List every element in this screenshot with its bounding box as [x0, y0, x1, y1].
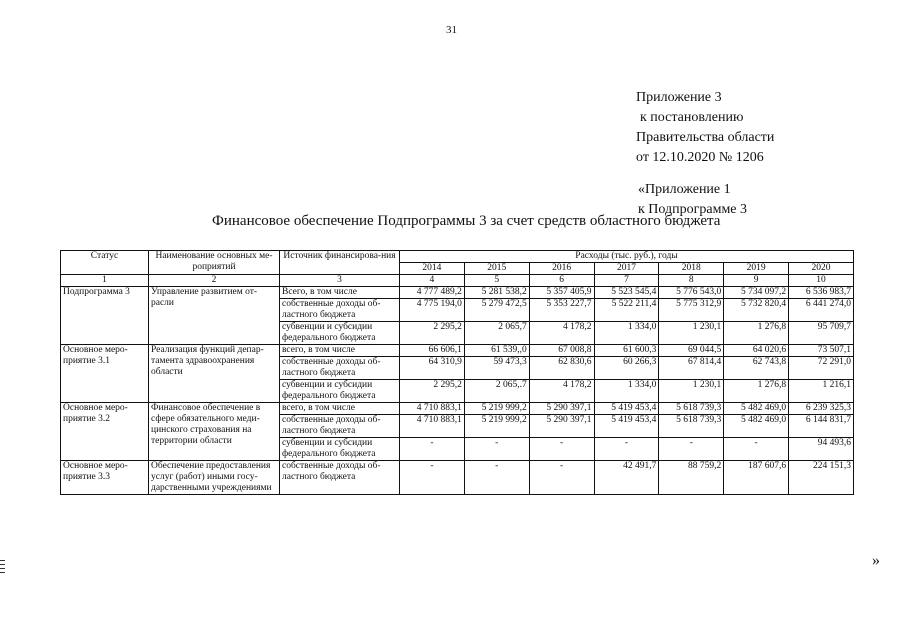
row-value: 94 493,6 [789, 438, 854, 461]
row-value: 6 441 274,0 [789, 299, 854, 322]
header-year: 2014 [400, 263, 465, 275]
row-value: 5 775 312,9 [659, 299, 724, 322]
row-source: всего, в том числе [280, 403, 400, 415]
appendix-inner-line: к Подпрограмме 3 [638, 202, 748, 217]
row-value: 5 523 545,4 [594, 287, 659, 299]
row-value: 1 230,1 [659, 380, 724, 403]
header-year: 2017 [594, 263, 659, 275]
appendix-header [636, 88, 774, 168]
row-value: 1 230,1 [659, 322, 724, 345]
header-status: Статус [61, 251, 149, 275]
table-row [61, 461, 854, 495]
row-status: Основное меро-приятие 3.3 [61, 461, 149, 495]
column-number: 2 [149, 275, 280, 287]
row-value: 5 419 453,4 [594, 415, 659, 438]
row-value: 5 618 739,3 [659, 415, 724, 438]
document-title: Финансовое обеспечение Подпрограммы 3 за счет средств областного бюджета [212, 213, 721, 229]
margin-marks [0, 560, 6, 576]
row-value: 5 522 211,4 [594, 299, 659, 322]
row-source: собственные доходы об-ластного бюджета [280, 415, 400, 438]
appendix-line: Приложение 3 [636, 90, 722, 105]
row-value: 1 334,0 [594, 322, 659, 345]
row-value: 62 830,6 [529, 357, 594, 380]
row-value: 2 065,7 [464, 322, 529, 345]
row-source: субвенции и субсидии федерального бюджета [280, 322, 400, 345]
row-activity-name: Финансовое обеспечение в сфере обязательного меди-цинского страхования на территории области [149, 403, 280, 461]
row-value: 64 020,6 [724, 345, 789, 357]
column-number: 7 [594, 275, 659, 287]
column-number: 3 [280, 275, 400, 287]
row-value: 1 276,8 [724, 380, 789, 403]
row-source: собственные доходы об-ластного бюджета [280, 461, 400, 495]
row-value: 6 239 325,3 [789, 403, 854, 415]
table-row [61, 287, 854, 299]
row-value: 72 291,0 [789, 357, 854, 380]
header-year: 2019 [724, 263, 789, 275]
row-status: Подпрограмма 3 [61, 287, 149, 345]
appendix-line: Правительства области [636, 130, 775, 145]
row-source: всего, в том числе [280, 345, 400, 357]
row-activity-name: Обеспечение предоставления услуг (работ) иными госу-дарственными учреждениями [149, 461, 280, 495]
row-value: 4 710 883,1 [400, 415, 465, 438]
page-number: 31 [446, 24, 457, 36]
column-number: 4 [400, 275, 465, 287]
header-source: Источник финансирова-ния [280, 251, 400, 275]
row-source: Всего, в том числе [280, 287, 400, 299]
row-value: 4 777 489,2 [400, 287, 465, 299]
row-value: 5 482 469,0 [724, 415, 789, 438]
row-value: 61 539,,0 [464, 345, 529, 357]
row-value: 5 482 469,0 [724, 403, 789, 415]
row-value: 5 732 820,4 [724, 299, 789, 322]
row-value: 69 044,5 [659, 345, 724, 357]
row-value: 60 266,3 [594, 357, 659, 380]
column-number: 6 [529, 275, 594, 287]
row-value: 4 178,2 [529, 322, 594, 345]
row-value: 73 507,1 [789, 345, 854, 357]
row-value: 1 276,8 [724, 322, 789, 345]
row-value: 1 334,0 [594, 380, 659, 403]
row-value: 5 290 397,1 [529, 415, 594, 438]
row-value: 6 536 983,7 [789, 287, 854, 299]
header-year: 2020 [789, 263, 854, 275]
appendix-line: к постановлению [640, 110, 744, 125]
header-year: 2015 [464, 263, 529, 275]
row-status: Основное меро-приятие 3.2 [61, 403, 149, 461]
row-value: - [529, 461, 594, 495]
row-value: 4 710 883,1 [400, 403, 465, 415]
row-value: 88 759,2 [659, 461, 724, 495]
table-row [61, 345, 854, 357]
row-value: 5 618 739,3 [659, 403, 724, 415]
row-value: 2 065,.7 [464, 380, 529, 403]
row-value: - [400, 461, 465, 495]
header-year: 2018 [659, 263, 724, 275]
row-value: 42 491,7 [594, 461, 659, 495]
row-value: 5 734 097,2 [724, 287, 789, 299]
row-value: 5 419 453,4 [594, 403, 659, 415]
header-name: Наименование основных ме-роприятий [149, 251, 280, 275]
row-value: 67 814,4 [659, 357, 724, 380]
row-value: 224 151,3 [789, 461, 854, 495]
row-value: - [464, 438, 529, 461]
row-value: - [529, 438, 594, 461]
row-value: 95 709,7 [789, 322, 854, 345]
row-value: 5 279 472,5 [464, 299, 529, 322]
row-value: 59 473,3 [464, 357, 529, 380]
row-value: 66 606,1 [400, 345, 465, 357]
row-value: 2 295,2 [400, 380, 465, 403]
row-source: собственные доходы об-ластного бюджета [280, 357, 400, 380]
appendix-inner-line: «Приложение 1 [638, 182, 731, 197]
row-source: собственные доходы об-ластного бюджета [280, 299, 400, 322]
row-value: 62 743,8 [724, 357, 789, 380]
row-value: 4 178,2 [529, 380, 594, 403]
row-value: 5 357 405,9 [529, 287, 594, 299]
continuation-mark: » [872, 552, 880, 569]
header-expenses: Расходы (тыс. руб.), годы [400, 251, 854, 263]
table-row [61, 403, 854, 415]
row-value: - [594, 438, 659, 461]
row-activity-name: Реализация функций депар-тамента здравоохранения области [149, 345, 280, 403]
header-year: 2016 [529, 263, 594, 275]
row-value: 5 219 999,2 [464, 415, 529, 438]
row-value: - [724, 438, 789, 461]
row-value: 5 219 999,2 [464, 403, 529, 415]
row-value: 5 281 538,2 [464, 287, 529, 299]
row-value: 67 008,8 [529, 345, 594, 357]
row-status: Основное меро-приятие 3.1 [61, 345, 149, 403]
row-value: - [659, 438, 724, 461]
column-number: 9 [724, 275, 789, 287]
row-value: 6 144 831,7 [789, 415, 854, 438]
row-value: 187 607,6 [724, 461, 789, 495]
row-value: 2 295,2 [400, 322, 465, 345]
column-number: 5 [464, 275, 529, 287]
row-value: 4 775 194,0 [400, 299, 465, 322]
row-source: субвенции и субсидии федерального бюджета [280, 438, 400, 461]
column-number: 1 [61, 275, 149, 287]
column-number: 8 [659, 275, 724, 287]
row-activity-name: Управление развитием от-расли [149, 287, 280, 345]
row-value: 1 216,1 [789, 380, 854, 403]
row-value: - [400, 438, 465, 461]
appendix-line: от 12.10.2020 № 1206 [636, 150, 764, 165]
row-value: 5 290 397,1 [529, 403, 594, 415]
row-value: - [464, 461, 529, 495]
row-value: 64 310,9 [400, 357, 465, 380]
row-source: субвенции и субсидии федерального бюджета [280, 380, 400, 403]
row-value: 61 600,3 [594, 345, 659, 357]
row-value: 5 776 543,0 [659, 287, 724, 299]
column-number: 10 [789, 275, 854, 287]
row-value: 5 353 227,7 [529, 299, 594, 322]
financing-table [60, 250, 854, 495]
